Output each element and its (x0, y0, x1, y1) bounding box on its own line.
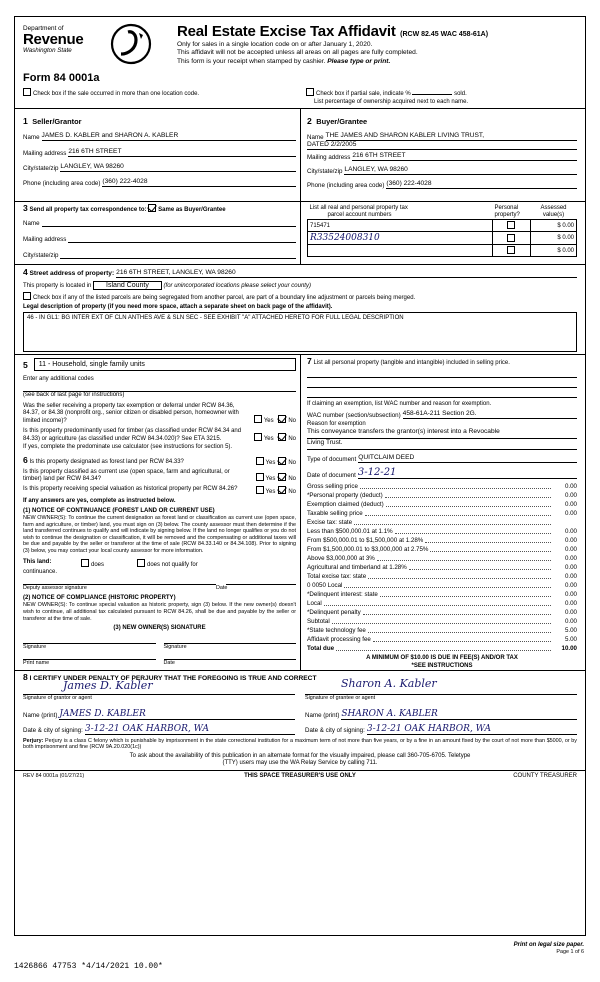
street-address-input[interactable]: 216 6TH STREET, LANGLEY, WA 98260 (116, 269, 577, 278)
parcel-number-cell-2[interactable]: R33524008310 (308, 232, 493, 245)
new-owner-date-label: Date (163, 660, 175, 667)
personal-checkbox-cell-1[interactable] (493, 220, 531, 232)
table-row (308, 220, 577, 232)
form-header (15, 17, 585, 68)
section-3-label: Send all property tax correspondence to: (29, 207, 147, 214)
see-instructions-note: *SEE INSTRUCTIONS (411, 662, 473, 669)
corr-name-input[interactable] (42, 218, 296, 227)
does-qualify-checkbox[interactable] (81, 559, 89, 567)
additional-codes-label: Enter any additional codes (23, 376, 94, 383)
grantee-signature-value: Sharon A. Kabler (341, 677, 437, 691)
parcel-header: List all real and personal property tax parcel account numbers (309, 205, 408, 218)
amount-row: Subtotal 0.00 (307, 618, 577, 626)
sec5-q2-text: Is this property predominantly used for timber (as classified under RCW 84.34 and 84.33) or agriculture (as classified under RCW 84.34.020)? See ETA 3215. (23, 428, 242, 442)
amount-row: *State technology fee 5.00 (307, 627, 577, 635)
grantor-printname-input[interactable]: JAMES D. KABLER (59, 709, 295, 720)
section-7-taxcalc (300, 355, 585, 670)
seller-name-label: Name (23, 134, 40, 142)
sec6-q1-text: Is this property designated as forest land per RCW 84.33? (29, 458, 184, 465)
same-as-buyer-checkbox[interactable] (148, 204, 156, 212)
doc-type-input[interactable]: QUITCLAIM DEED (358, 454, 577, 463)
form-revision: REV 84 0001a (01/27/21) (23, 772, 85, 779)
section-8-number: 8 (23, 672, 28, 683)
personal-property-line-3[interactable] (307, 388, 577, 398)
doc-date-input[interactable]: 3-12-21 (358, 467, 577, 479)
legal-description-label: Legal description of property (if you need more space, attach a separate sheet on back page of the affidavit). (23, 303, 333, 310)
seller-phone-label: Phone (including area code) (23, 180, 101, 188)
parcel-number-cell-1[interactable]: 715471 (308, 220, 493, 232)
section-5-usecode (15, 355, 300, 670)
partial-sale-sold: sold. (454, 91, 467, 98)
buyer-mailing-label: Mailing address (307, 154, 351, 162)
doc-date-label: Date of document (307, 472, 356, 480)
section-7-number: 7 (307, 356, 312, 367)
amount-row-total: Total due 10.00 (307, 645, 577, 653)
section-4-number: 4 (23, 267, 28, 278)
page-number: Page 1 of 6 (556, 949, 584, 956)
grantee-printname-label: Name (print) (305, 712, 340, 720)
grantee-printname-input[interactable]: SHARON A. KABLER (341, 709, 577, 720)
amount-row: From $1,500,000.01 to $3,000,000 at 2.75% 0.00 (307, 546, 577, 554)
notice-compliance-title: (2) NOTICE OF COMPLIANCE (HISTORIC PROPERTY) (23, 594, 176, 601)
deputy-assessor-signature-label: Deputy assessor signature (23, 585, 87, 592)
grantor-signature-label: Signature of grantor or agent (23, 695, 92, 702)
sec5-q1-answer[interactable]: Yes No (250, 415, 296, 425)
subtitle-3b: Please type or print. (327, 57, 391, 65)
parcel-table-block (300, 202, 585, 264)
corr-mailing-label: Mailing address (23, 236, 67, 244)
wac-number-label: WAC number (section/subsection) (307, 412, 401, 420)
county-select[interactable]: Island County (93, 281, 162, 290)
amount-row: Gross selling price 0.00 (307, 483, 577, 491)
reason-exemption-input-1[interactable]: This conveyance transfers the grantor(s) interest into a Revocable (307, 428, 577, 439)
seller-mailing-input[interactable]: 216 6TH STREET (68, 148, 296, 157)
assessed-value-cell-1[interactable]: $ 0.00 (531, 220, 577, 232)
county-hint: (for unincorporated locations please select your county) (163, 283, 311, 290)
tty-text: (TTY) users may use the WA Relay Service by calling 711. (222, 760, 378, 767)
sec6-q3-answer[interactable]: Yes No (250, 486, 296, 496)
amount-row: *Delinquent interest: state 0.00 (307, 591, 577, 599)
print-name-label: Print name (23, 660, 50, 667)
section-7-intro: List all personal property (tangible and intangible) included in selling price. (313, 360, 510, 367)
section-4-label: Street address of property: (29, 270, 115, 278)
section-5-number: 5 (23, 359, 28, 370)
multi-location-checkbox[interactable] (23, 88, 31, 96)
corr-city-input[interactable] (60, 250, 296, 259)
grantor-date-input[interactable]: 3-12-21 OAK HARBOR, WA (85, 724, 295, 735)
personal-property-line-1[interactable] (307, 368, 577, 378)
agency-block (23, 23, 109, 66)
doc-type-label: Type of document (307, 456, 357, 464)
seller-city-input[interactable]: LANGLEY, WA 98260 (60, 163, 296, 172)
treasurer-space-label: THIS SPACE TREASURER'S USE ONLY (244, 772, 356, 779)
recording-stamp: 1426866 47753 *4/14/2021 10.00* (14, 962, 163, 971)
form-title: Real Estate Excise Tax Affidavit (177, 23, 396, 40)
section-8-title: I CERTIFY UNDER PENALTY OF PERJURY THAT THE FOREGOING IS TRUE AND CORRECT (29, 675, 317, 683)
grantee-date-label: Date & city of signing: (305, 727, 365, 735)
new-owner-signature-title: (3) NEW OWNER(S) SIGNATURE (113, 625, 206, 632)
grantor-printname-label: Name (print) (23, 712, 58, 720)
print-note-block (514, 942, 584, 956)
county-treasurer-label: COUNTY TREASURER (513, 772, 577, 779)
located-in-label: This property is located in (23, 283, 92, 290)
amount-row-local: 0 0050 Local 0.00 (307, 582, 577, 590)
same-as-buyer-label: Same as Buyer/Grantee (158, 207, 226, 214)
notice-compliance-body: NEW OWNER(S): To continue special valuation as historic property, sign (3) below. If the new owner(s) doesn't wish to continue, all additional tax calculated pursuant to RCW 84.26, shall be due and payable by the seller or transferor at the time of sale. (23, 602, 296, 622)
assessed-header: Assessed value(s) (540, 205, 567, 218)
buyer-mailing-input[interactable]: 216 6TH STREET (352, 152, 577, 161)
seller-city-label: City/state/zip (23, 165, 59, 173)
corr-city-label: City/state/zip (23, 252, 59, 260)
buyer-phone-input[interactable]: (360) 222-4028 (386, 180, 577, 189)
section-6-designations (23, 454, 296, 667)
amount-row: Affidavit processing fee 5.00 (307, 636, 577, 644)
amount-row: *Personal property (deduct) 0.00 (307, 492, 577, 500)
section-1-seller (15, 109, 300, 201)
sec5-q1-text: Was the seller receiving a property tax exemption or deferral under RCW 84.36, 84.37, or 84.38 (nonprofit org., senior citizen or disabled person, homeowner with limited income)? (23, 403, 239, 424)
amount-row: Less than $500,000.01 at 1.1% 0.00 (307, 528, 577, 536)
minimum-due-note: A MINIMUM OF $10.00 IS DUE IN FEE(S) AND/OR TAX (366, 655, 518, 662)
amount-row: Exemption claimed (deduct) 0.00 (307, 501, 577, 509)
affidavit-form (14, 16, 586, 936)
sec5-q2-answer[interactable]: Yes No (250, 433, 296, 443)
buyer-name-input-line2[interactable]: DATED 2/2/2005 (307, 141, 577, 150)
buyer-city-label: City/state/zip (307, 168, 343, 176)
personal-property-line-2[interactable] (307, 378, 577, 388)
partial-sale-checkbox[interactable] (306, 88, 314, 96)
sec6-q2-text: Is this property classified as current use (open space, farm and agricultural, or timber) land per RCW 84.34? (23, 468, 230, 483)
form-number: Form 84 0001a (23, 72, 100, 85)
continuance-label: continuance. (23, 568, 58, 575)
buyer-city-input[interactable]: LANGLEY, WA 98260 (344, 166, 577, 175)
corr-mailing-input[interactable] (68, 234, 296, 243)
table-row (308, 232, 577, 245)
see-back-label: (see back of last page for instructions) (23, 391, 125, 398)
notice-continuance-title: (1) NOTICE OF CONTINUANCE (FOREST LAND OR CURRENT USE) (23, 507, 215, 514)
section-1-title: Seller/Grantor (32, 117, 82, 127)
buyer-phone-label: Phone (including area code) (307, 182, 385, 190)
state-label: Washington State (23, 47, 72, 54)
parcel-table (307, 204, 577, 257)
grantor-date-label: Date & city of signing: (23, 727, 83, 735)
sec5-q2b-text: If yes, complete the predominate use calculator (see instructions for section 5). (23, 444, 233, 451)
amount-row: *Delinquent penalty 0.00 (307, 609, 577, 617)
segregation-checkbox[interactable] (23, 292, 31, 300)
rcw-reference: (RCW 82.45 WAC 458-61A) (400, 31, 489, 38)
signature-label-2: Signature (163, 643, 187, 650)
amount-row: Total excise tax: state 0.00 (307, 573, 577, 581)
seller-mailing-label: Mailing address (23, 150, 67, 158)
personal-checkbox-cell-3[interactable] (493, 245, 531, 257)
this-land-label: This land: (23, 558, 52, 565)
revenue-seal-icon (109, 23, 167, 63)
buyer-name-label: Name (307, 134, 324, 142)
grantor-signature-value: James D. Kabler (63, 679, 153, 693)
does-label: does (91, 561, 105, 568)
perjury-text: Perjury is a class C felony which is punishable by imprisonment in the state correctional institution for a maximum term of not more than five years, or by a fine in an amount fixed by the court of not more than $5000, or by both imprisonment and fine (RCW 9A.20.020(1c)) (23, 737, 577, 751)
partial-sale-percent-input[interactable] (412, 94, 452, 95)
does-not-qualify-checkbox[interactable] (137, 559, 145, 567)
subtitle-1: Only for sales in a single location code on or after January 1, 2020. (177, 41, 373, 48)
department-label: Department of (23, 25, 64, 32)
amount-row: Local 0.00 (307, 600, 577, 608)
land-use-code-select[interactable]: 11 - Household, single family units (34, 358, 296, 371)
partial-sale-label: Check box if partial sale, indicate % (316, 91, 411, 98)
section-2-buyer (300, 109, 585, 201)
exemption-claim-label: If claiming an exemption, list WAC number and reason for exemption. (307, 400, 492, 407)
parcel-number-cell-3[interactable] (308, 245, 493, 257)
grantee-date-input[interactable]: 3-12-21 OAK HARBOR, WA (367, 724, 577, 735)
section-2-title: Buyer/Grantee (316, 117, 368, 127)
reason-exemption-label: Reason for exemption (307, 421, 366, 428)
does-not-label: does not qualify for (147, 561, 198, 568)
assessed-value-cell-2[interactable]: $ 0.00 (531, 232, 577, 245)
signature-label-1: Signature (23, 643, 47, 650)
wac-number-input[interactable]: 458-61A-211 Section 2G. (403, 410, 577, 419)
buyer-name-input[interactable]: THE JAMES AND SHARON KABLER LIVING TRUST, (326, 132, 577, 141)
seller-name-input[interactable]: JAMES D. KABLER and SHARON A. KABLER (42, 132, 296, 141)
reason-exemption-input-2[interactable]: Living Trust. (307, 439, 577, 450)
print-legal-note: Print on legal size paper. (513, 942, 584, 948)
subtitle-2: This affidavit will not be accepted unless all areas on all pages are fully completed. (177, 49, 418, 57)
title-block (167, 23, 577, 66)
amount-row: Taxable selling price 0.00 (307, 510, 577, 518)
section-4-property (15, 265, 585, 354)
ada-text: To ask about the availability of this publication in an alternate format for the visually impaired, please call 360-705-6705. Teletype (129, 753, 471, 760)
personal-header: Personal property? (494, 205, 520, 218)
sec6-q3-text: Is this property receiving special valuation as historical property per RCW 84.26? (23, 485, 238, 492)
sec6-if-any: If any answers are yes, complete as instructed below. (23, 498, 176, 505)
notice-continuance-body: NEW OWNER(S): To continue the current designation as forest land or classification as current use (open space, farm and agriculture, or timber) land, you must sign on (3) below. The county assessor must then determine if the land transferred continues to qualify and will indicate by signing below. If the land no longer qualifies or you do not wish to continue the designation or classification, it will be removed and the compensating or additional taxes will be due and payable by the seller or transferor at the time of sale (RCW 84.33.140 or 84.34.108). Prior to signing (3) below, you may contact your local county assessor for more information. (23, 514, 296, 554)
perjury-label: Perjury: (23, 737, 44, 744)
amount-row: Agricultural and timberland at 1.28% 0.00 (307, 564, 577, 572)
corr-name-label: Name (23, 220, 40, 228)
section-1-number: 1 (23, 116, 28, 127)
section-6-number: 6 (23, 454, 28, 465)
sec6-q2-answer[interactable]: Yes No (250, 473, 296, 483)
revenue-wordmark: Revenue (23, 31, 84, 48)
section-3-correspondence (15, 202, 300, 264)
seller-phone-input[interactable]: (360) 222-4028 (102, 178, 296, 187)
section-3-number: 3 (23, 203, 28, 214)
personal-checkbox-cell-2[interactable] (493, 232, 531, 245)
amount-row: Excise tax: state (307, 518, 577, 527)
amounts-list (307, 482, 577, 653)
sec6-q1-answer[interactable]: Yes No (250, 457, 296, 467)
subtitle-3a: This form is your receipt when stamped by cashier. (177, 57, 328, 65)
ownership-note: List percentage of ownership acquired next to each name. (314, 98, 469, 105)
section-2-number: 2 (307, 116, 312, 127)
section-8-certification (15, 671, 585, 768)
segregation-label: Check box if any of the listed parcels are being segregated from another parcel, are part of a boundary line adjustment or parcels being merged. (33, 295, 416, 302)
grantee-signature-label: Signature of grantee or agent (305, 695, 376, 702)
table-row (308, 245, 577, 257)
amount-row: From $500,000.01 to $1,500,000 at 1.28% 0.00 (307, 537, 577, 545)
additional-codes-input[interactable] (23, 384, 296, 392)
amount-row: Above $3,000,000 at 3% 0.00 (307, 555, 577, 563)
legal-description-input[interactable]: 46 - IN GL1: BG INTER EXT OF CLN ANTHES AVE & SLN SEC - SEE EXHIBIT "A" ATTACHED HERETO FOR FULL LEGAL DESCRIPTION (23, 312, 577, 352)
assessed-value-cell-3[interactable]: $ 0.00 (531, 245, 577, 257)
assessor-date-label: Date (216, 585, 228, 592)
multi-location-label: Check box if the sale occurred in more than one location code. (33, 91, 200, 98)
